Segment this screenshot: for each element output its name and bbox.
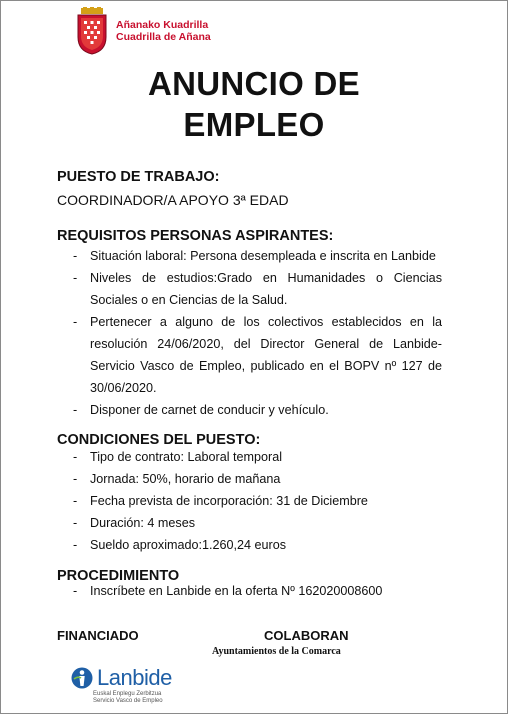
list-item: - Pertenecer a alguno de los colectivos establecidos en la resolución 24/06/2020, del Director General de Lanbide-Servicio Vasco de Empleo, publicado en el BOPV nº 127 de 30/06/2020. xyxy=(73,315,442,395)
list-item: - Disponer de carnet de conducir y vehículo. xyxy=(73,403,329,417)
list-item: - Tipo de contrato: Laboral temporal xyxy=(73,450,283,464)
requirements-list xyxy=(57,245,442,421)
condition-text: Jornada: 50%, horario de mañana xyxy=(90,472,281,486)
conditions-list xyxy=(57,446,442,556)
lanbide-name: Lanbide xyxy=(97,665,172,690)
financed-label: FINANCIADO xyxy=(57,628,139,643)
organization-name xyxy=(116,19,211,43)
collaborate-subtitle: Ayuntamientos de la Comarca xyxy=(212,646,341,657)
list-item: - Duración: 4 meses xyxy=(73,516,195,530)
lanbide-logo xyxy=(71,665,172,691)
condition-text: Duración: 4 meses xyxy=(90,516,195,530)
condition-text: Fecha prevista de incorporación: 31 de Diciembre xyxy=(90,494,368,508)
list-item: - Niveles de estudios:Grado en Humanidades o Ciencias Sociales o en Ciencias de la Salud. xyxy=(73,271,442,307)
org-name-basque: Añanako Kuadrilla xyxy=(116,19,209,31)
org-name-spanish: Cuadrilla de Añana xyxy=(116,31,211,43)
conditions-heading: CONDICIONES DEL PUESTO: xyxy=(57,432,261,448)
page-title xyxy=(1,63,507,145)
list-item: - Sueldo aproximado:1.260,24 euros xyxy=(73,538,287,552)
lanbide-subtitle xyxy=(93,691,163,705)
list-item: - Situación laboral: Persona desempleada e inscrita en Lanbide xyxy=(73,249,436,263)
requirements-heading: REQUISITOS PERSONAS ASPIRANTES: xyxy=(57,228,334,244)
procedure-list xyxy=(57,580,442,602)
requirement-text: Situación laboral: Persona desempleada e inscrita en Lanbide xyxy=(90,249,436,263)
procedure-text: Inscríbete en Lanbide en la oferta Nº 162020008600 xyxy=(90,584,383,598)
requirement-text: Disponer de carnet de conducir y vehículo. xyxy=(90,403,329,417)
lanbide-icon xyxy=(71,667,93,689)
job-heading: PUESTO DE TRABAJO: xyxy=(57,169,220,185)
collaborate-label: COLABORAN xyxy=(264,628,349,643)
coat-of-arms-icon xyxy=(74,7,110,55)
requirement-text: Niveles de estudios:Grado en Humanidades o Ciencias Sociales o en Ciencias de la Salud. xyxy=(90,271,442,307)
list-item: - Jornada: 50%, horario de mañana xyxy=(73,472,281,486)
condition-text: Tipo de contrato: Laboral temporal xyxy=(90,450,283,464)
title-line-2: EMPLEO xyxy=(183,106,325,143)
lanbide-subtitle-spanish: Servicio Vasco de Empleo xyxy=(93,698,163,704)
header xyxy=(74,7,211,55)
job-title: COORDINADOR/A APOYO 3ª EDAD xyxy=(57,192,289,208)
title-line-1: ANUNCIO DE xyxy=(147,65,360,102)
list-item: - Inscríbete en Lanbide en la oferta Nº 162020008600 xyxy=(73,584,383,598)
list-item: - Fecha prevista de incorporación: 31 de Diciembre xyxy=(73,494,368,508)
condition-text: Sueldo aproximado:1.260,24 euros xyxy=(90,538,287,552)
procedure-heading: PROCEDIMIENTO xyxy=(57,568,180,584)
lanbide-subtitle-basque: Euskal Enplegu Zerbitzua xyxy=(93,691,162,697)
requirement-text: Pertenecer a alguno de los colectivos establecidos en la resolución 24/06/2020, del Director General de Lanbide-Servicio Vasco de Empleo, publicado en el BOPV nº 127 de 30/06/2020. xyxy=(90,315,442,395)
